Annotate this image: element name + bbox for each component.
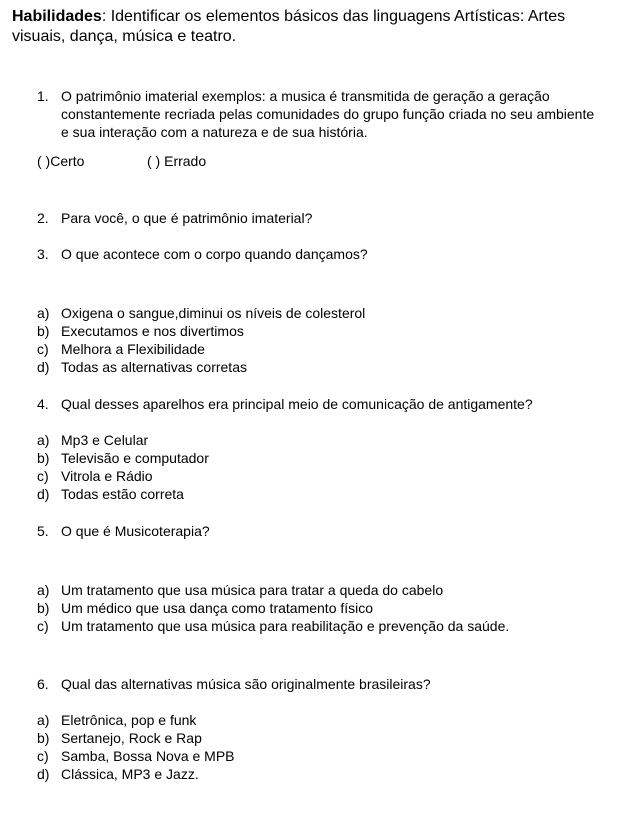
q3-option-d: [37, 358, 247, 376]
q4-option-c: [37, 467, 153, 485]
skills-text: : Identificar os elementos básicos das linguagens Artísticas: Artes visuais, dança, música e teatro.: [12, 8, 566, 45]
q4-option-a: [37, 431, 148, 449]
option-text: Sertanejo, Rock e Rap: [61, 730, 202, 746]
q3-option-b: [37, 322, 244, 340]
option-text: Executamos e nos divertimos: [61, 323, 244, 339]
q6-option-a: [37, 711, 196, 729]
option-marker: b): [37, 600, 50, 616]
option-marker: d): [37, 359, 50, 375]
option-text: Televisão e computador: [61, 450, 209, 466]
option-text: Clássica, MP3 e Jazz.: [61, 766, 199, 782]
option-marker: a): [37, 432, 50, 448]
q4-number: 4.: [37, 396, 49, 412]
q4-text: Qual desses aparelhos era principal meio de comunicação de antigamente?: [61, 396, 533, 412]
option-text: Todas as alternativas corretas: [61, 359, 247, 375]
option-marker: b): [37, 450, 50, 466]
skills-label: Habilidades: [12, 8, 102, 25]
q2-number: 2.: [37, 210, 49, 226]
option-text: Um tratamento que usa música para tratar a queda do cabelo: [61, 582, 444, 598]
option-text: Samba, Bossa Nova e MPB: [61, 748, 235, 764]
option-marker: c): [37, 468, 49, 484]
option-marker: b): [37, 730, 50, 746]
option-marker: c): [37, 748, 49, 764]
option-text: Eletrônica, pop e funk: [61, 712, 197, 728]
option-text: Todas estão correta: [61, 486, 184, 502]
q5-option-b: [37, 599, 373, 617]
q6-text: Qual das alternativas música são originalmente brasileiras?: [61, 676, 431, 692]
q3-option-a: [37, 304, 365, 322]
option-marker: a): [37, 582, 50, 598]
q5-text: O que é Musicoterapia?: [61, 523, 210, 539]
option-marker: c): [37, 618, 49, 634]
option-text: Vitrola e Rádio: [61, 468, 153, 484]
q3-text: O que acontece com o corpo quando dançamos?: [61, 246, 368, 262]
option-marker: b): [37, 323, 50, 339]
option-marker: a): [37, 712, 50, 728]
q6-option-c: [37, 747, 235, 765]
q3-option-c: [37, 340, 205, 358]
q1-option-false: ( ) Errado: [147, 153, 207, 169]
q4-option-b: [37, 449, 209, 467]
option-text: Melhora a Flexibilidade: [61, 341, 205, 357]
q6-number: 6.: [37, 676, 49, 692]
option-marker: a): [37, 305, 50, 321]
header-skills: [12, 7, 612, 47]
q1-number: 1.: [37, 88, 49, 104]
q5-option-a: [37, 581, 443, 599]
q5-option-c: [37, 617, 509, 635]
q1-text: O patrimônio imaterial exemplos: a musica é transmitida de geração a geração constantemente recriada pelas comunidades do grupo função criada no seu ambiente e sua interação com a natureza e de sua história.: [61, 88, 595, 140]
q5-number: 5.: [37, 523, 49, 539]
q3-number: 3.: [37, 246, 49, 262]
option-marker: d): [37, 486, 50, 502]
q1-option-true: ( )Certo: [37, 153, 85, 169]
q2-text: Para você, o que é patrimônio imaterial?: [61, 210, 313, 226]
option-text: Um tratamento que usa música para reabilitação e prevenção da saúde.: [61, 618, 510, 634]
q4-option-d: [37, 485, 184, 503]
option-text: Um médico que usa dança como tratamento físico: [61, 600, 374, 616]
q6-option-b: [37, 729, 202, 747]
option-text: Mp3 e Celular: [61, 432, 149, 448]
option-marker: c): [37, 341, 49, 357]
q6-option-d: [37, 765, 199, 783]
option-text: Oxigena o sangue,diminui os níveis de colesterol: [61, 305, 366, 321]
option-marker: d): [37, 766, 50, 782]
